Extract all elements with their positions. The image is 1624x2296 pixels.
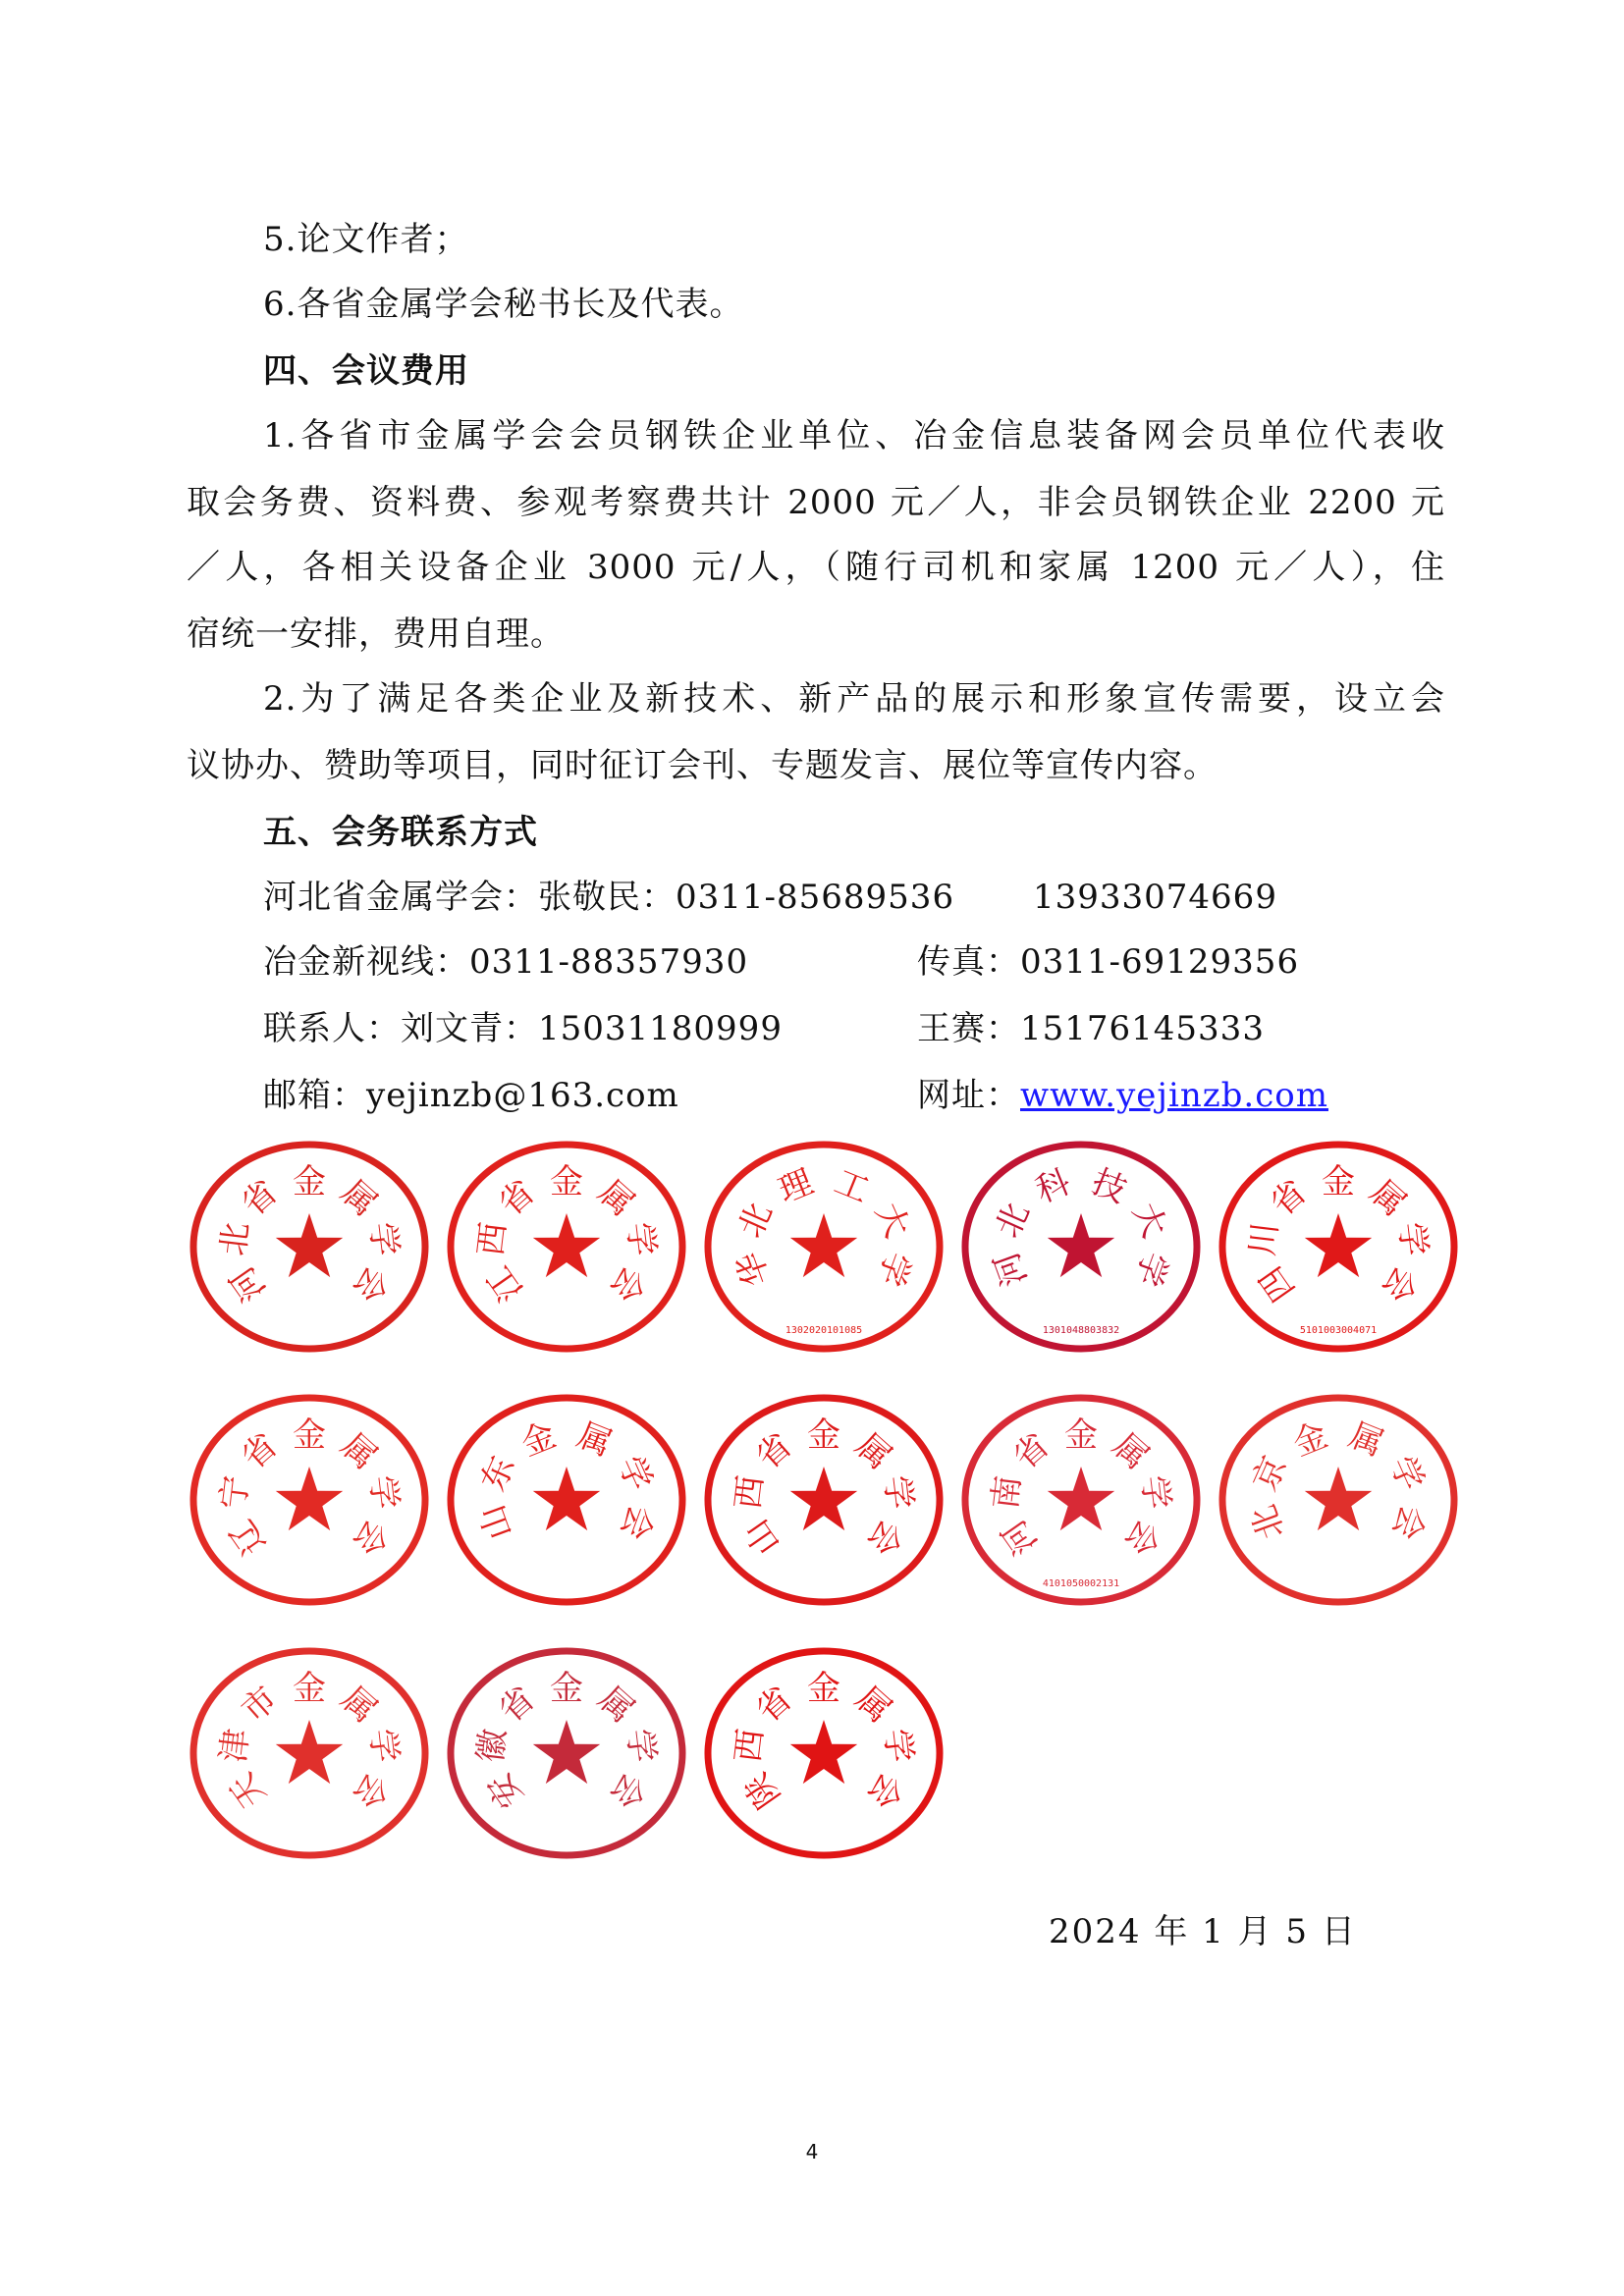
paragraph-fee-1-line-3: ／人，各相关设备企业 3000 元/人，（随行司机和家属 1200 元／人），住 [187,548,1445,587]
star-icon [790,1467,857,1530]
seal-character: 省 [491,1679,543,1731]
seal-grid [187,1129,1473,1895]
seal-graphic [444,1392,689,1608]
seal-graphic [444,1139,689,1355]
seal-character: 山 [736,1512,788,1563]
section-heading-contacts: 五、会务联系方式 [263,813,538,852]
seal-character: 省 [748,1425,800,1477]
contact-person-wang: 王赛：15176145333 [917,1009,1265,1048]
seal-tianjin-metals-society [187,1645,432,1861]
seal-character: 宁 [213,1473,257,1512]
seal-hebei-metals-society [187,1139,432,1355]
website-label: 网址： [917,1076,1020,1115]
seal-character: 学 [876,1727,920,1765]
seal-character: 省 [1263,1172,1315,1224]
seal-character: 金 [293,1669,326,1708]
seal-character: 徽 [470,1727,514,1765]
seal-graphic [958,1139,1204,1355]
seal-character: 北 [988,1197,1038,1244]
seal-graphic [444,1645,689,1861]
seal-serial-code: 1302020101085 [785,1325,863,1336]
seal-character: 会 [345,1765,397,1816]
seal-character: 学 [1133,1473,1177,1512]
page-number: 4 [805,2140,819,2163]
seal-character: 学 [1390,1220,1435,1258]
seal-graphic [701,1392,947,1608]
seal-character: 金 [550,1669,583,1708]
seal-character: 省 [748,1679,800,1731]
seal-character: 会 [602,1765,654,1816]
seal-character: 南 [985,1473,1029,1512]
seal-character: 川 [1242,1220,1286,1258]
star-icon [1305,1213,1372,1277]
seal-character: 会 [345,1512,397,1563]
seal-character: 学 [361,1727,406,1765]
seal-hebei-univ-sci-tech [958,1139,1204,1355]
contact-person-liu: 联系人：刘文青：15031180999 [263,1009,783,1048]
seal-character: 会 [1383,1499,1434,1545]
seal-character: 技 [1086,1161,1132,1211]
seal-character: 省 [1005,1425,1057,1477]
seal-character: 京 [1245,1450,1295,1497]
star-icon [1048,1213,1114,1277]
star-icon [533,1467,600,1530]
seal-character: 学 [361,1220,406,1258]
contact-society-mobile: 13933074669 [1033,878,1277,917]
star-icon [790,1720,857,1784]
seal-graphic [187,1139,432,1355]
seal-character: 会 [345,1258,397,1309]
star-icon [533,1213,600,1277]
contact-email: 邮箱：yejinzb@163.com [263,1076,679,1115]
star-icon [533,1720,600,1784]
star-icon [1048,1467,1114,1530]
seal-character: 学 [876,1473,920,1512]
seal-character: 金 [1322,1162,1355,1201]
seal-character: 学 [619,1220,663,1258]
seal-character: 西 [728,1473,772,1512]
seal-character: 属 [571,1415,618,1465]
seal-character: 会 [1374,1258,1426,1309]
seal-character: 江 [479,1258,531,1309]
seal-character: 市 [234,1679,286,1731]
seal-character: 属 [333,1679,385,1731]
seal-character: 会 [612,1499,662,1545]
seal-character: 东 [473,1450,523,1497]
seal-character: 会 [1116,1512,1168,1563]
seal-character: 金 [807,1669,840,1708]
seal-graphic [1216,1139,1461,1355]
seal-character: 金 [550,1162,583,1201]
seal-character: 属 [1343,1415,1389,1465]
seal-graphic [1216,1392,1461,1608]
seal-character: 安 [479,1765,531,1816]
section-heading-fees: 四、会议费用 [263,351,469,391]
seal-shaanxi-metals-society [701,1645,947,1861]
seal-jiangxi-metals-society [444,1139,689,1355]
contact-website [917,1074,1328,1117]
seal-character: 金 [807,1415,840,1455]
contact-vision-phone: 冶金新视线：0311-88357930 [263,942,749,982]
contact-society: 河北省金属学会：张敬民：0311-85689536 [263,878,955,917]
seal-character: 省 [234,1172,286,1224]
star-icon [276,1213,343,1277]
seal-serial-code: 4101050002131 [1042,1578,1120,1589]
seal-character: 属 [1105,1425,1157,1477]
seal-character: 会 [602,1258,654,1309]
seal-character: 西 [728,1727,772,1765]
seal-shandong-metals-society [444,1392,689,1608]
seal-graphic [187,1645,432,1861]
seal-character: 北 [1243,1499,1293,1545]
seal-character: 北 [213,1220,257,1258]
star-icon [790,1213,857,1277]
seal-character: 会 [859,1765,911,1816]
seal-character: 学 [610,1450,660,1497]
paragraph-fee-1-line-4: 宿统一安排，费用自理。 [187,614,565,654]
seal-character: 金 [1064,1415,1098,1455]
seal-serial-code: 5101003004071 [1299,1325,1378,1336]
document-date: 2024 年 1 月 5 日 [1049,1912,1357,1951]
seal-character: 会 [859,1512,911,1563]
seal-character: 学 [1381,1450,1432,1497]
star-icon [276,1467,343,1530]
seal-character: 北 [731,1197,781,1244]
seal-character: 河 [222,1258,274,1309]
seal-character: 属 [847,1425,899,1477]
seal-character: 河 [994,1512,1046,1563]
seal-character: 属 [590,1172,642,1224]
seal-shanxi-metals-society [701,1392,947,1608]
seal-character: 华 [729,1246,779,1292]
seal-north-china-univ-sci-tech [701,1139,947,1355]
star-icon [276,1720,343,1784]
seal-character: 陕 [736,1765,788,1816]
seal-character: 理 [773,1161,819,1211]
seal-character: 属 [333,1172,385,1224]
seal-character: 大 [1124,1197,1174,1244]
seal-character: 金 [293,1162,326,1201]
seal-character: 辽 [222,1512,274,1563]
seal-graphic [187,1392,432,1608]
seal-character: 学 [361,1473,406,1512]
seal-character: 学 [1126,1246,1176,1292]
seal-character: 属 [1362,1172,1414,1224]
seal-serial-code: 1301048803832 [1042,1325,1120,1336]
list-item-secretaries: 6.各省金属学会秘书长及代表。 [263,285,744,324]
seal-character: 大 [867,1197,917,1244]
seal-graphic [701,1645,947,1861]
star-icon [1305,1467,1372,1530]
seal-graphic [701,1139,947,1355]
seal-character: 津 [213,1727,257,1765]
seal-character: 西 [470,1220,514,1258]
seal-character: 科 [1030,1161,1076,1211]
seal-character: 省 [491,1172,543,1224]
paragraph-fee-1-line-2: 取会务费、资料费、参观考察费共计 2000 元／人，非会员钢铁企业 2200 元 [187,483,1445,522]
seal-character: 金 [1287,1415,1333,1465]
website-link[interactable]: www.yejinzb.com [1020,1076,1328,1115]
paragraph-fee-1-line-1: 1.各省市金属学会会员钢铁企业单位、冶金信息装备网会员单位代表收 [263,416,1445,455]
seal-character: 属 [590,1679,642,1731]
seal-character: 山 [471,1499,521,1545]
seal-character: 学 [869,1246,919,1292]
seal-character: 省 [234,1425,286,1477]
seal-beijing-metals-society [1216,1392,1461,1608]
paragraph-fee-2-line-1: 2.为了满足各类企业及新技术、新产品的展示和形象宣传需要，设立会 [263,679,1445,719]
contact-fax: 传真：0311-69129356 [917,942,1300,982]
seal-anhui-metals-society [444,1645,689,1861]
list-item-authors: 5.论文作者； [263,220,469,259]
seal-character: 金 [293,1415,326,1455]
seal-character: 四 [1251,1258,1303,1309]
seal-character: 河 [986,1246,1036,1292]
seal-liaoning-metals-society [187,1392,432,1608]
seal-graphic [958,1392,1204,1608]
seal-character: 金 [515,1415,562,1465]
seal-henan-metals-society [958,1392,1204,1608]
paragraph-fee-2-line-2: 议协办、赞助等项目，同时征订会刊、专题发言、展位等宣传内容。 [187,746,1218,785]
seal-character: 工 [829,1161,875,1211]
seal-character: 学 [619,1727,663,1765]
seal-character: 属 [333,1425,385,1477]
seal-character: 天 [222,1765,274,1816]
seal-sichuan-metals-society [1216,1139,1461,1355]
seal-character: 属 [847,1679,899,1731]
